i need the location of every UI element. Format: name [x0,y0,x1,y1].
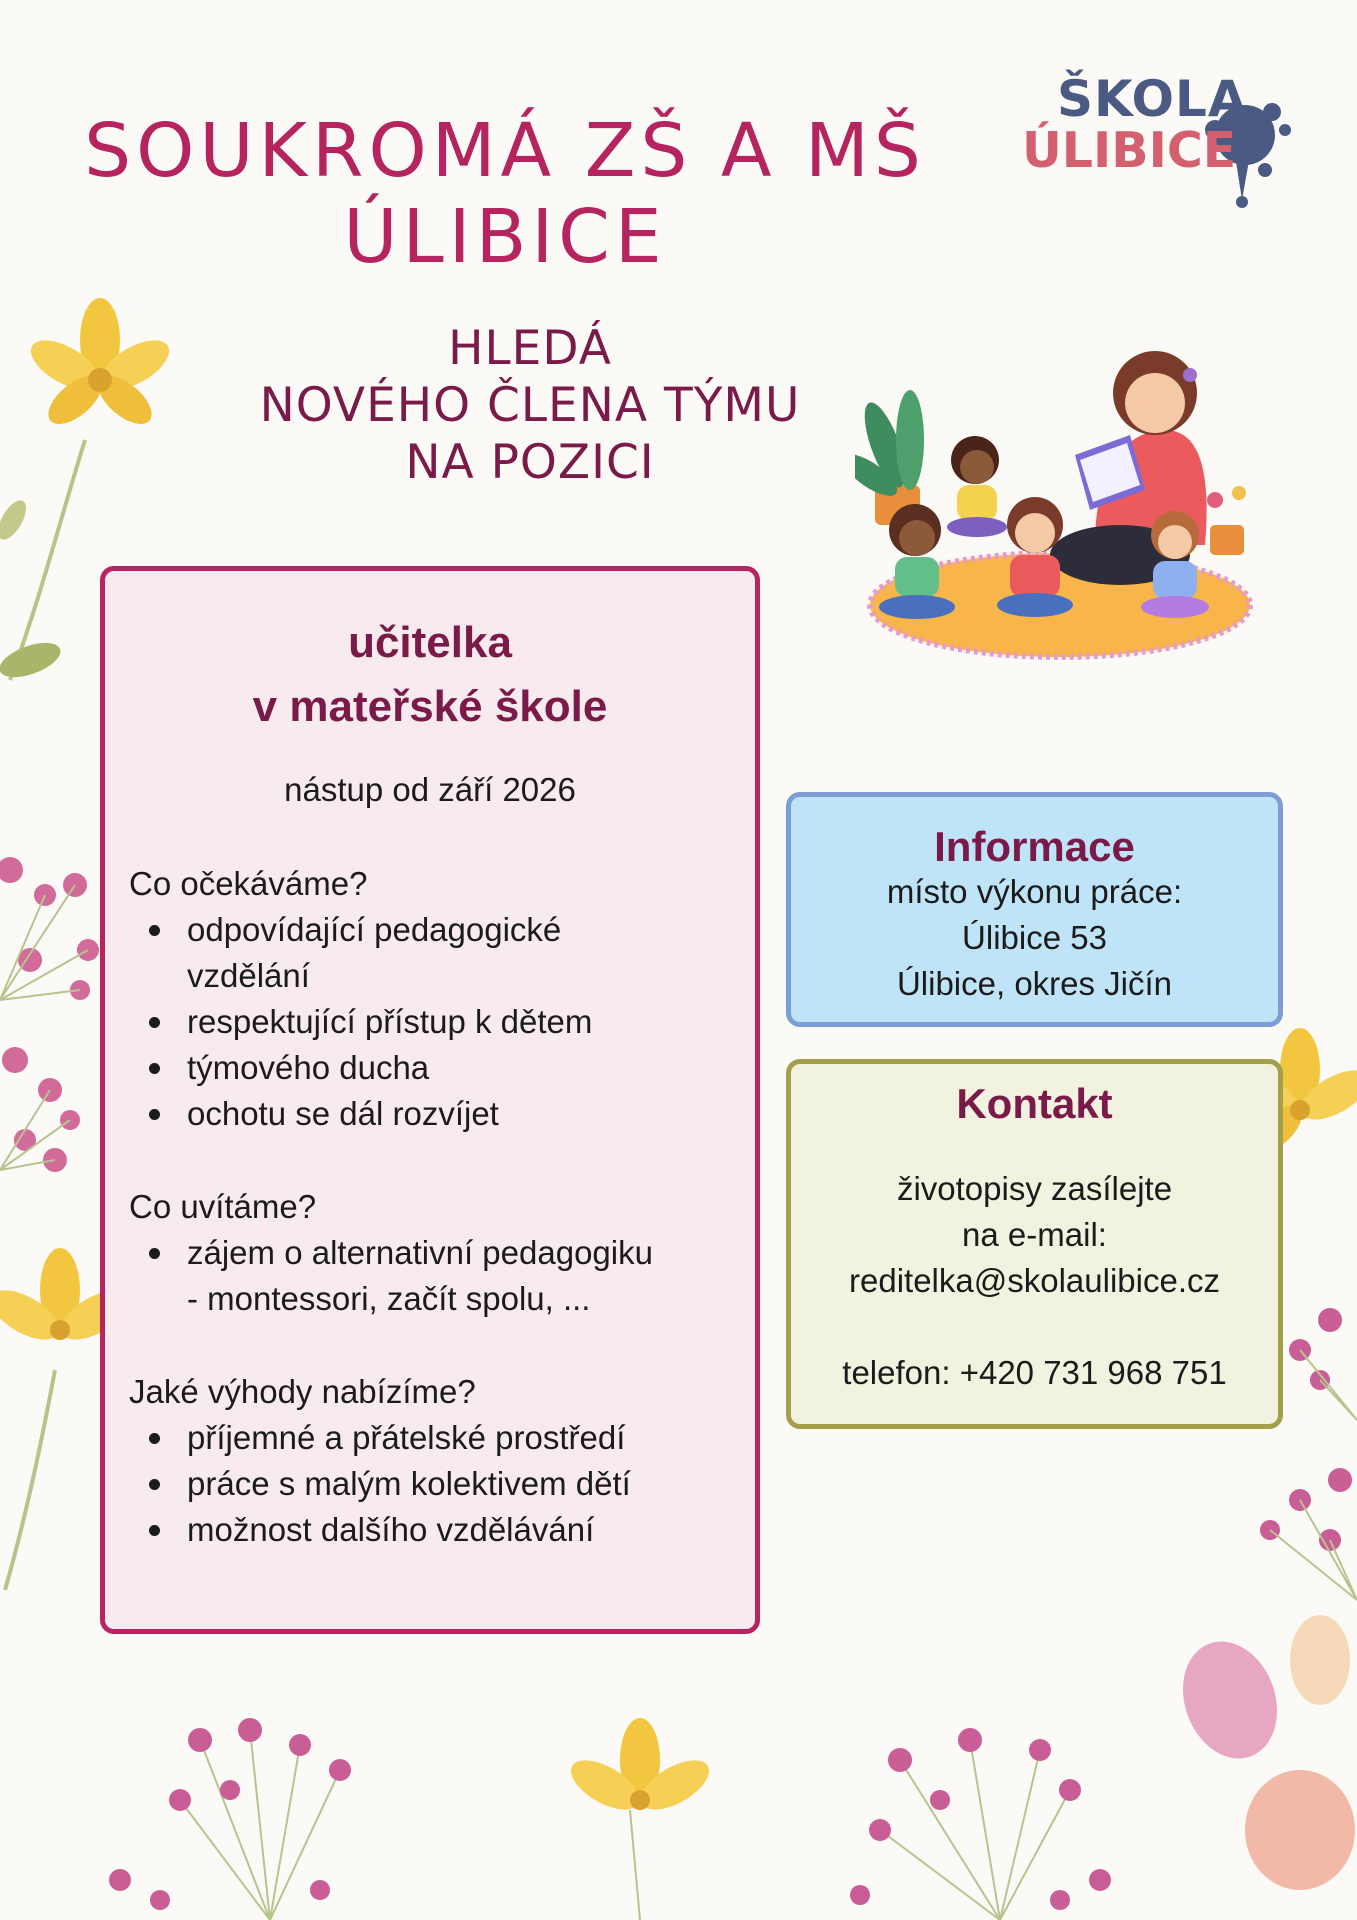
welcome-heading: Co uvítáme? [129,1188,317,1225]
subtitle-line-2: NOVÉHO ČLENA TÝMU [259,378,801,433]
page-subtitle [180,320,880,491]
info-title: Informace [934,823,1135,870]
subtitle-line-3: NA POZICI [405,435,655,490]
job-position-box [100,566,760,1634]
contact-phone[interactable]: telefon: +420 731 968 751 [842,1354,1227,1391]
job-start-date: nástup od září 2026 [284,771,576,808]
expect-list [129,907,759,1137]
list-item: odpovídající pedagogické [129,907,759,953]
list-item-continuation: vzdělání [187,957,310,994]
school-logo [1010,50,1310,220]
benefits-heading: Jaké výhody nabízíme? [129,1373,476,1410]
benefits-list [129,1415,759,1553]
teacher-reading-illustration [855,335,1265,670]
list-item-continuation: - montessori, začít spolu, ... [187,1280,591,1317]
info-address-line-2: Úlibice, okres Jičín [896,965,1173,1002]
contact-cv-text: životopisy zasílejte [896,1170,1173,1207]
info-workplace-label: místo výkonu práce: [886,873,1183,910]
page-title [40,108,970,280]
list-item: respektující přístup k dětem [129,999,759,1045]
list-item: zájem o alternativní pedagogiku [129,1230,759,1276]
job-title [105,611,755,739]
contact-email-label: na e-mail: [962,1216,1107,1253]
list-item: možnost dalšího vzdělávání [129,1507,759,1553]
expect-heading: Co očekáváme? [129,865,368,902]
subtitle-line-1: HLEDÁ [448,321,612,376]
list-item: příjemné a přátelské prostředí [129,1415,759,1461]
title-line-1: SOUKROMÁ ZŠ A MŠ [84,108,926,194]
logo-line-2: ÚLIBICE [1022,122,1237,179]
list-item: ochotu se dál rozvíjet [129,1091,759,1137]
contact-title: Kontakt [956,1080,1113,1127]
info-address-line-1: Úlibice 53 [962,919,1107,956]
contact-box [786,1059,1283,1429]
job-title-line-2: v mateřské škole [252,682,608,731]
logo-line-1: ŠKOLA [1057,70,1248,128]
job-title-line-1: učitelka [348,618,512,667]
contact-email-link[interactable]: reditelka@skolaulibice.cz [849,1262,1220,1299]
welcome-list [129,1230,759,1322]
title-line-2: ÚLIBICE [343,194,667,280]
info-box [786,792,1283,1027]
list-item: týmového ducha [129,1045,759,1091]
list-item: práce s malým kolektivem dětí [129,1461,759,1507]
